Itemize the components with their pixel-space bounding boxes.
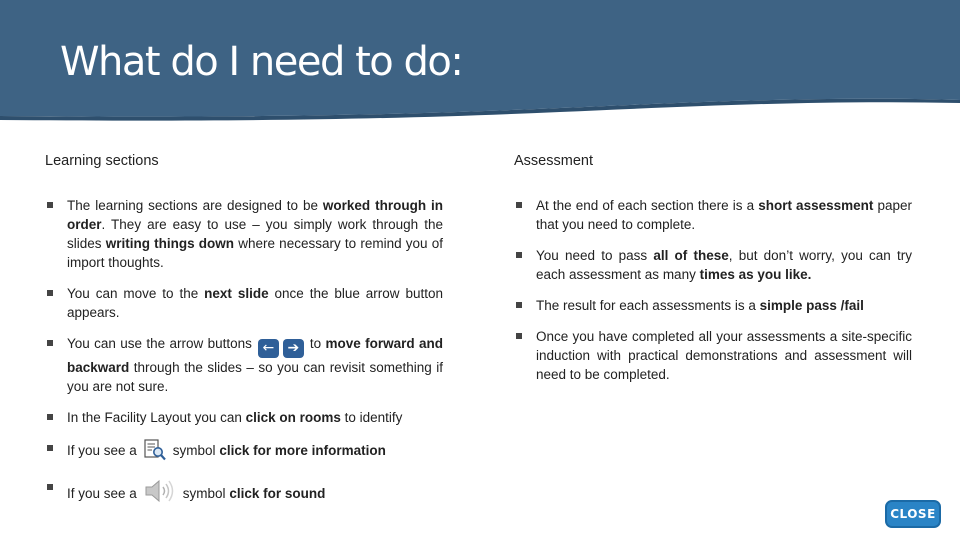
speaker-icon <box>143 478 177 509</box>
list-item <box>45 408 443 427</box>
learning-sections-heading: Learning sections <box>45 153 159 169</box>
item-emphasis: all of these <box>653 248 729 263</box>
list-item <box>45 439 443 466</box>
item-emphasis: click on rooms <box>245 410 341 425</box>
item-text: The learning sections are designed to be <box>67 198 323 213</box>
item-text: The result for each assessments is a <box>536 298 760 313</box>
item-emphasis: click for more information <box>219 443 386 458</box>
item-text: You need to pass <box>536 248 654 263</box>
item-text: At the end of each section there is a <box>536 198 759 213</box>
item-emphasis: times as you like. <box>699 267 812 282</box>
learning-sections-column <box>45 150 443 509</box>
list-item <box>514 196 912 234</box>
item-text: where necessary to remind you of import thoughts. <box>67 236 443 270</box>
item-text: , but don’t worry, you can try each assessment as many <box>536 248 912 282</box>
list-item <box>45 478 443 509</box>
item-emphasis: worked through in order <box>67 198 443 232</box>
arrow-buttons <box>258 334 304 358</box>
item-text: If you see a <box>67 486 137 501</box>
assessment-list <box>514 196 912 384</box>
item-text: In the Facility Layout you can <box>67 410 246 425</box>
title-banner <box>0 0 960 125</box>
item-text: Once you have completed all your assessments a site-specific induction with practical demonstrations and assessment will need to be completed. <box>536 329 912 382</box>
arrow-back-icon[interactable]: ← <box>258 339 279 358</box>
item-text: If you see a <box>67 443 137 458</box>
list-item <box>514 327 912 384</box>
item-emphasis: writing things down <box>105 236 235 251</box>
item-text: . They are easy to use – you simply work through the slides <box>67 217 443 251</box>
arrow-forward-icon[interactable]: ➔ <box>283 339 304 358</box>
item-text: symbol <box>172 443 220 458</box>
item-emphasis: click for sound <box>229 486 326 501</box>
close-button[interactable]: CLOSE <box>885 500 941 528</box>
list-item <box>514 246 912 284</box>
list-item <box>45 196 443 272</box>
item-text: symbol <box>182 486 230 501</box>
item-emphasis: short assessment <box>758 198 874 213</box>
assessment-column <box>514 150 912 384</box>
item-emphasis: move forward and backward <box>67 336 444 375</box>
list-item <box>45 284 443 322</box>
item-text: to identify <box>340 410 403 425</box>
item-text: You can move to the <box>67 286 205 301</box>
list-item <box>514 296 912 315</box>
page-title: What do I need to do: <box>60 39 463 85</box>
learning-sections-list <box>45 196 443 509</box>
item-text: You can use the arrow buttons <box>67 336 252 351</box>
item-text: to <box>309 336 326 351</box>
list-item <box>45 334 443 396</box>
item-text: through the slides – so you can revisit something if you are not sure. <box>67 360 443 394</box>
document-search-icon <box>143 439 167 466</box>
assessment-heading: Assessment <box>514 153 593 169</box>
item-text: once the blue arrow button appears. <box>67 286 444 320</box>
item-emphasis: simple pass /fail <box>759 298 864 313</box>
item-emphasis: next slide <box>204 286 269 301</box>
item-text: paper that you need to complete. <box>536 198 912 232</box>
